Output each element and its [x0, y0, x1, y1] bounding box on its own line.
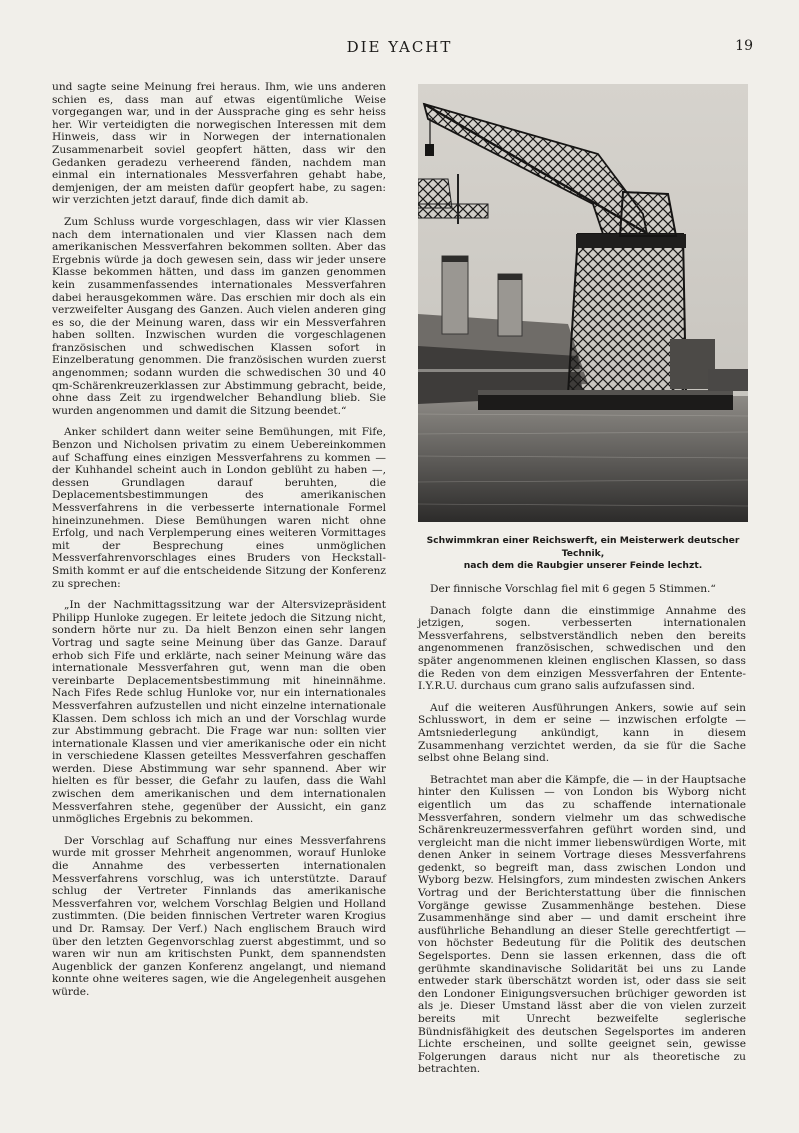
left-paragraph-5: Der Vorschlag auf Schaffung nur eines Messverfahrens wurde mit grosser Mehrheit angenommen, worauf Hunloke die Annahme des verbesserten internationalen Messverfahrens vorschlug, was ich unterstützte. Darauf schlug der Vertreter Finnlands das amerikanische Messverfahren vor, welchem Vorschlag Belgien und Holland zustimmten. (Die beiden finnischen Vertreter waren Krogius und Dr. Ramsay. Der Verf.) Nach englischem Brauch wird über den letzten Gegenvorschlag zuerst abgestimmt, und so waren wir nun am kritischsten Punkt, dem spannendsten Augenblick der ganzen Konferenz angelangt, und niemand konnte ohne weiteres sagen, wie die Angelegenheit ausgehen würde.: [52, 834, 386, 998]
photo-caption-line-2: nach dem die Raubgier unserer Feinde lechzt.: [463, 560, 703, 571]
photo-caption: [412, 535, 754, 573]
left-paragraph-3: Anker schildert dann weiter seine Bemühungen, mit Fife, Benzon und Nicholsen privatim zu einem Uebereinkommen auf Schaffung eines einzigen Messverfahrens zu kommen — der Kuhhandel scheint auch in London geblüht zu haben —, dessen Grundlagen darauf beruhten, die Deplacementsbestimmungen des amerikanischen Messverfahrens in die verbesserte internationale Formel hineinzunehmen. Diese Bemühungen waren nicht ohne Erfolg, und nach Verplemperung eines weiteren Vormittages mit der Besprechung eines unmöglichen Messverfahrenvorschlages eines Bruders von Heckstall-Smith kommt er auf die entscheidende Sitzung der Konferenz zu sprechen:: [52, 426, 386, 590]
running-header-title: DIE YACHT: [346, 38, 453, 56]
photo-caption-line-1: Schwimmkran einer Reichswerft, ein Meisterwerk deutscher Technik,: [426, 535, 740, 559]
page-number: 19: [735, 38, 753, 54]
floating-crane-photo: [418, 84, 748, 522]
left-paragraph-1: und sagte seine Meinung frei heraus. Ihm, wie uns anderen schien es, dass man auf etwas eigentümliche Weise vorgegangen war, und in der Aussprache ging es sehr heiss her. Wir verteidigten die norwegischen Interessen mit dem Hinweis, dass wir in Norwegen der internationalen Zusammenarbeit soviel geopfert hätten, dass wir den Gedanken geradezu verheerend fänden, nachdem man einmal ein internationales Messverfahren gehabt habe, demjenigen, der am meisten dafür geopfert habe, zu sagen: wir verzichten jetzt darauf, finde dich damit ab.: [52, 81, 386, 207]
right-paragraph-1: Der finnische Vorschlag fiel mit 6 gegen 5 Stimmen.“: [430, 583, 716, 595]
right-paragraph-4: Betrachtet man aber die Kämpfe, die — in der Hauptsache hinter den Kulissen — von London bis Wyborg nicht eigentlich um das zu schaffende internationale Messverfahren, sondern vielmehr um das schwedische Schärenkreuzermessverfahren geführt worden sind, und vergleicht man die nicht immer liebenswürdigen Worte, mit denen Anker in seinem Vortrage dieses Messverfahrens gedenkt, so begreift man, dass zwischen London und Wyborg bezw. Helsingfors, zum mindesten zwischen Ankers Vortrag und der Berichterstattung über die finnischen Vorgänge gewisse Zusammenhänge bestehen. Diese Zusammenhänge sind aber — und damit erscheint ihre ausführliche Behandlung an dieser Stelle gerechtfertigt — von höchster Bedeutung für die Politik des deutschen Segelsportes. Denn sie lassen erkennen, dass die oft gerühmte skandinavische Solidarität bei uns zu Lande entweder stark überschätzt worden ist, oder dass sie seit den Londoner Einigungsversuchen brüchiger geworden ist als je. Dieser Umstand lässt aber die von vielen zurzeit bereits mit Unrecht bezweifelte seglerische Bündnisfähigkeit des deutschen Segelsportes im anderen Lichte erscheinen, und sollte geeignet sein, gewisse Folgerungen daraus nicht nur als theoretische zu betrachten.: [418, 773, 746, 1076]
right-text-column: [418, 583, 746, 1085]
right-paragraph-3: Auf die weiteren Ausführungen Ankers, sowie auf sein Schlusswort, in dem er seine — inzwischen erfolgte — Amtsniederlegung ankündigt, kann in diesem Zusammenhang verzichtet werden, da sie für die Sache selbst ohne Belang sind.: [418, 701, 746, 765]
left-text-column: [52, 81, 386, 1008]
right-paragraph-2: Danach folgte dann die einstimmige Annahme des jetzigen, sogen. verbesserten internationalen Messverfahrens, selbstverständlich neben den bereits angenommenen französischen, schwedischen und den später angenommenen kleinen englischen Klassen, so dass die Reden von dem einzigen Messverfahren der Entente-I.Y.R.U. durchaus cum grano salis aufzufassen sind.: [418, 604, 746, 693]
left-paragraph-2: Zum Schluss wurde vorgeschlagen, dass wir vier Klassen nach dem internationalen und vier Klassen nach dem amerikanischen Messverfahren bekommen sollten. Aber das Ergebnis würde ja doch gewesen sein, dass wir jeder unsere Klasse bekommen hätten, und dass im ganzen genommen kein zusammenfassendes internationales Messverfahren dabei herausgekommen wäre. Das erschien mir doch als ein verzweifelter Ausgang des Ganzen. Auch vielen anderen ging es so, die der Meinung waren, dass wir ein Messverfahren haben sollten. Inzwischen wurden die vorgeschlagenen französischen und schwedischen Klassen sofort in Einzelberatung genommen. Die französischen wurden zuerst angenommen; sodann wurden die schwedischen 30 und 40 qm-Schärenkreuzerklassen zur Abstimmung gebracht, beide, ohne dass Zeit zu irgendwelcher Behandlung blieb. Sie wurden angenommen und damit die Sitzung beendet.“: [52, 215, 386, 417]
left-paragraph-4: „In der Nachmittagssitzung war der Altersvizepräsident Philipp Hunloke zugegen. Er leitete jedoch die Sitzung nicht, sondern hörte nur zu. Da hielt Benzon einen sehr langen Vortrag und sagte seine Meinung über das Ganze. Darauf erhob sich Fife und erklärte, nach seiner Meinung wäre das internationale Messverfahren gut, wenn man die oben vereinbarte Deplacementsbestimmung mit hineinnähme. Nach Fifes Rede schlug Hunloke vor, nur ein internationales Messverfahren aufzustellen und nicht einzelne internationale Klassen. Dem schloss ich mich an und der Vorschlag wurde zur Abstimmung gebracht. Die Frage war nun: sollten vier internationale Klassen und vier amerikanische oder ein nicht in verschiedene Klassen geteiltes Messverfahren geschaffen werden. Diese Abstimmung war sehr spannend. Aber wir hielten es für besser, die Gefahr zu laufen, dass die Wahl zwischen dem amerikanischen und dem internationalen Messverfahren stehe, gegenüber der Aussicht, ein ganz unmögliches Ergebnis zu bekommen.: [52, 599, 386, 826]
